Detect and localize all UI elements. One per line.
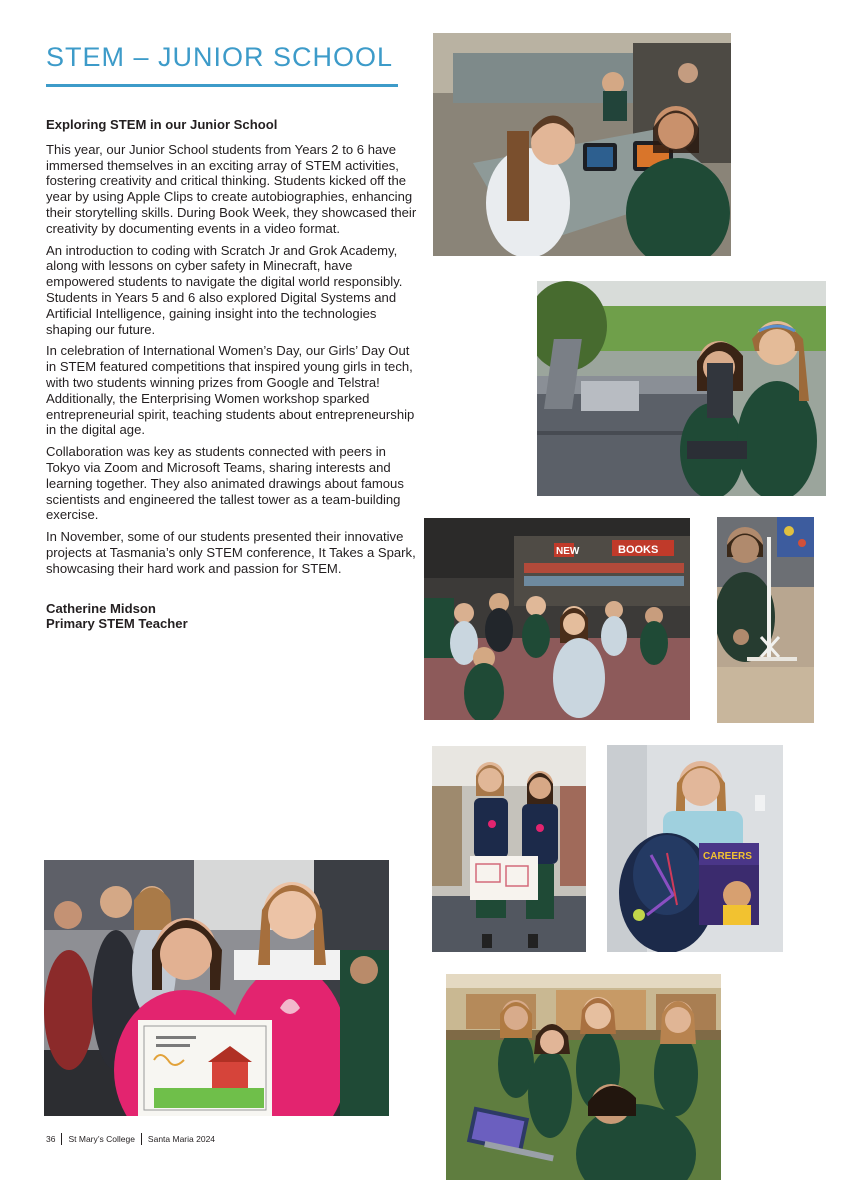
photo-outdoor-laptop — [537, 281, 826, 496]
photo-outdoor-group-image — [446, 974, 721, 1180]
footer-divider — [61, 1133, 62, 1145]
photo-outdoor-laptop-image — [537, 281, 826, 496]
paragraph-4: Collaboration was key as students connected with peers in Tokyo via Zoom and Microsoft Teams, sharing interests and learning together. They also animated drawings about famous scientists and engineered the tallest tower as a team-building exercise. — [46, 444, 404, 523]
library-sign-new: NEW — [556, 546, 580, 557]
paragraph-2: An introduction to coding with Scratch Jr and Grok Academy, along with lessons on cyber safety in Minecraft, have empowered students to navigate the digital world responsibly. Students in Years 5 and 6 also explored Digital Systems and Artificial Intelligence, gaining insight into the technologies shaping our future. — [46, 242, 403, 337]
author-name: Catherine Midson — [46, 600, 156, 616]
photo-classroom-tablets-image — [433, 33, 731, 256]
magazine-title: CAREERS — [703, 851, 752, 862]
photo-classroom-tablets — [433, 33, 731, 256]
title-underline — [46, 84, 398, 87]
author-signoff — [46, 601, 418, 633]
library-sign-books: BOOKS — [618, 544, 659, 556]
photo-outdoor-group — [446, 974, 721, 1180]
photo-pink-girls — [44, 860, 389, 1116]
footer-publication: Santa Maria 2024 — [147, 1134, 216, 1144]
paragraph-3: In celebration of International Women’s Day, our Girls’ Day Out in STEM featured competitions that inspired young girls in tech, with two students winning prizes from Google and Telstra! Additionally, the Enterprising Women workshop sparked entrepreneurial spirit, teaching students about entrepreneurship in the digital age. — [46, 343, 415, 438]
photo-library-image — [424, 518, 690, 720]
photo-tower-building — [717, 517, 814, 723]
paragraph-1: This year, our Junior School students from Years 2 to 6 have immersed themselves in an exciting array of STEM activities, fostering creativity and critical thinking. Students kicked off the year by using Apple Clips to create autobiographies, enhancing their storytelling skills. During Book Week, they showcased their creativity by documenting events in a video format. — [46, 141, 417, 236]
paragraph-5: In November, some of our students presented their innovative projects at Tasmania’s only STEM conference, It Takes a Spark, showcasing their hard work and passion for STEM. — [46, 529, 416, 576]
article-subheading: Exploring STEM in our Junior School — [46, 117, 278, 132]
photo-girls-drawing — [432, 746, 586, 952]
footer-page-number: 36 — [46, 1134, 56, 1144]
photo-girls-drawing-image — [432, 746, 586, 952]
article-body — [46, 117, 418, 632]
photo-tower-building-image — [717, 517, 814, 723]
photo-library — [424, 518, 690, 720]
page-footer — [46, 1133, 215, 1145]
photo-careers-backpack — [607, 745, 783, 952]
footer-school-name: St Mary’s College — [68, 1134, 135, 1144]
footer-divider — [141, 1133, 142, 1145]
page-title: STEM – JUNIOR SCHOOL — [46, 42, 394, 72]
author-title: Primary STEM Teacher — [46, 616, 188, 632]
photo-careers-backpack-image — [607, 745, 783, 952]
photo-pink-girls-image — [44, 860, 389, 1116]
